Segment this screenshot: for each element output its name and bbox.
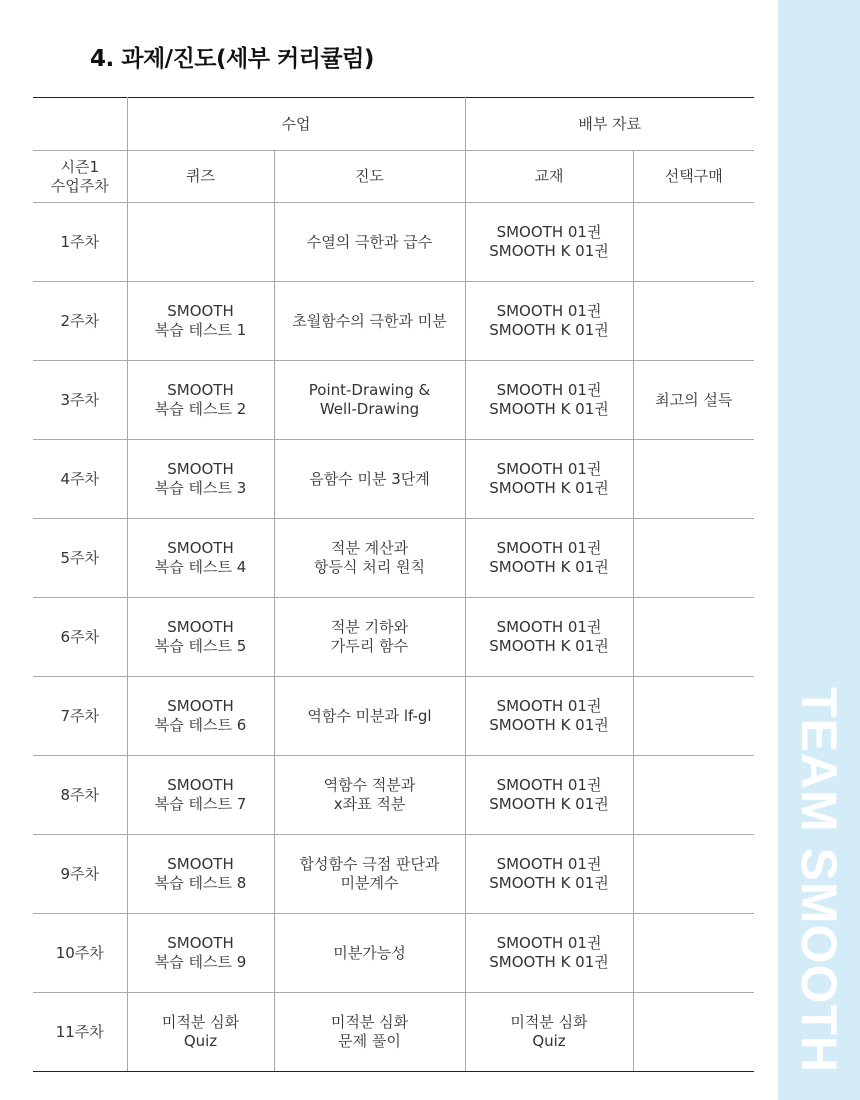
- optional-cell: [633, 282, 754, 361]
- table-row: [33, 440, 754, 519]
- textbook-cell-line: SMOOTH K 01권: [489, 874, 609, 892]
- week-cell: 5주차: [33, 519, 127, 598]
- optional-cell: [633, 835, 754, 914]
- optional-cell: [633, 756, 754, 835]
- quiz-cell-line: SMOOTH: [167, 855, 234, 873]
- season-label: 시즌1: [60, 157, 100, 176]
- progress-cell: [274, 677, 465, 756]
- progress-cell: [274, 993, 465, 1072]
- quiz-cell: [127, 361, 274, 440]
- week-cell: 1주차: [33, 203, 127, 282]
- optional-cell: [633, 203, 754, 282]
- optional-cell: [633, 914, 754, 993]
- optional-cell: 최고의 설득: [633, 361, 754, 440]
- textbook-cell: [465, 361, 633, 440]
- quiz-cell-line: SMOOTH: [167, 697, 234, 715]
- textbook-cell-line: SMOOTH 01권: [496, 855, 602, 873]
- quiz-cell: [127, 914, 274, 993]
- quiz-cell-line: 복습 테스트 5: [154, 637, 247, 655]
- week-cell: 8주차: [33, 756, 127, 835]
- optional-cell: [633, 677, 754, 756]
- group-header-row: [33, 98, 754, 151]
- textbook-cell-line: SMOOTH K 01권: [489, 637, 609, 655]
- progress-cell: [274, 914, 465, 993]
- quiz-cell-line: SMOOTH: [167, 460, 234, 478]
- progress-cell-line: Point-Drawing &: [308, 381, 431, 399]
- textbook-cell: [465, 519, 633, 598]
- textbook-cell-line: SMOOTH K 01권: [489, 953, 609, 971]
- quiz-cell: [127, 835, 274, 914]
- quiz-cell-line: SMOOTH: [167, 302, 234, 320]
- textbook-cell-line: SMOOTH 01권: [496, 539, 602, 557]
- progress-cell-line: 수열의 극한과 급수: [306, 232, 433, 251]
- progress-cell: [274, 440, 465, 519]
- progress-cell: [274, 756, 465, 835]
- curriculum-table: [33, 97, 754, 1072]
- table-row: [33, 203, 754, 282]
- progress-cell-line: 음함수 미분 3단계: [309, 469, 430, 488]
- quiz-cell-line: 복습 테스트 9: [154, 953, 247, 971]
- quiz-cell-line: 복습 테스트 7: [154, 795, 247, 813]
- group-header-materials: 배부 자료: [465, 98, 754, 151]
- textbook-cell: [465, 835, 633, 914]
- quiz-cell-line: SMOOTH: [167, 618, 234, 636]
- page-title: 4. 과제/진도(세부 커리큘럼): [90, 46, 374, 72]
- textbook-cell: [465, 914, 633, 993]
- corner-cell: [33, 98, 127, 151]
- textbook-cell-line: SMOOTH 01권: [496, 697, 602, 715]
- quiz-cell-line: SMOOTH: [167, 539, 234, 557]
- progress-cell: [274, 361, 465, 440]
- progress-cell-line: 적분 기하와: [330, 618, 409, 636]
- progress-cell-line: 미분계수: [340, 874, 399, 892]
- textbook-cell-line: Quiz: [532, 1032, 566, 1050]
- quiz-cell-line: 복습 테스트 1: [154, 321, 247, 339]
- progress-cell-line: 역함수 미분과 lf-gl: [307, 706, 432, 725]
- textbook-cell-line: SMOOTH K 01권: [489, 242, 609, 260]
- textbook-cell-line: SMOOTH 01권: [496, 302, 602, 320]
- textbook-cell: [465, 282, 633, 361]
- table-row: [33, 677, 754, 756]
- textbook-cell-line: SMOOTH K 01권: [489, 400, 609, 418]
- progress-cell-line: 문제 풀이: [338, 1032, 401, 1050]
- progress-cell-line: 합성함수 극점 판단과: [299, 855, 440, 873]
- progress-cell-line: 가두리 함수: [330, 637, 409, 655]
- progress-cell-line: 적분 계산과: [330, 539, 409, 557]
- progress-cell-line: 항등식 처리 원칙: [314, 558, 425, 576]
- quiz-cell: [127, 993, 274, 1072]
- textbook-cell-line: 미적분 심화: [510, 1013, 588, 1031]
- quiz-column-header: 퀴즈: [127, 151, 274, 203]
- textbook-cell-line: SMOOTH 01권: [496, 223, 602, 241]
- textbook-cell: [465, 756, 633, 835]
- textbook-cell-line: SMOOTH 01권: [496, 776, 602, 794]
- week-cell: 7주차: [33, 677, 127, 756]
- table-row: [33, 598, 754, 677]
- textbook-cell-line: SMOOTH K 01권: [489, 479, 609, 497]
- quiz-cell: [127, 282, 274, 361]
- progress-cell: [274, 835, 465, 914]
- week-cell: 4주차: [33, 440, 127, 519]
- progress-cell-line: Well-Drawing: [319, 400, 420, 418]
- quiz-cell-line: 복습 테스트 3: [154, 479, 247, 497]
- optional-cell: [633, 993, 754, 1072]
- optional-column-header: 선택구매: [633, 151, 754, 203]
- table-row: [33, 993, 754, 1072]
- week-cell: 2주차: [33, 282, 127, 361]
- textbook-cell-line: SMOOTH K 01권: [489, 795, 609, 813]
- group-header-class: 수업: [127, 98, 465, 151]
- season-header: [33, 151, 127, 203]
- textbook-cell-line: SMOOTH 01권: [496, 934, 602, 952]
- week-column-label: 수업주차: [50, 176, 109, 195]
- quiz-cell-line: 복습 테스트 4: [154, 558, 247, 576]
- textbook-cell: [465, 440, 633, 519]
- progress-cell-line: 미분가능성: [333, 943, 406, 962]
- week-cell: 11주차: [33, 993, 127, 1072]
- quiz-cell: [127, 756, 274, 835]
- quiz-cell: [127, 440, 274, 519]
- progress-cell: [274, 203, 465, 282]
- week-cell: 9주차: [33, 835, 127, 914]
- progress-cell: [274, 598, 465, 677]
- quiz-cell-line: SMOOTH: [167, 381, 234, 399]
- optional-cell: [633, 598, 754, 677]
- quiz-cell-line: 복습 테스트 6: [154, 716, 247, 734]
- table-row: [33, 835, 754, 914]
- textbook-cell-line: SMOOTH 01권: [496, 618, 602, 636]
- textbook-cell: [465, 598, 633, 677]
- textbook-cell: [465, 203, 633, 282]
- quiz-cell-line: Quiz: [183, 1032, 218, 1050]
- quiz-cell-line: SMOOTH: [167, 776, 234, 794]
- textbook-cell-line: SMOOTH K 01권: [489, 716, 609, 734]
- quiz-cell: [127, 519, 274, 598]
- textbook-cell-line: SMOOTH 01권: [496, 460, 602, 478]
- progress-cell-line: 초월함수의 극한과 미분: [292, 311, 447, 330]
- column-header-row: [33, 151, 754, 203]
- progress-cell-line: 미적분 심화: [330, 1013, 409, 1031]
- optional-cell: [633, 440, 754, 519]
- textbook-cell: [465, 677, 633, 756]
- table-row: [33, 361, 754, 440]
- textbook-cell-line: SMOOTH K 01권: [489, 558, 609, 576]
- quiz-cell: [127, 677, 274, 756]
- quiz-cell: [127, 203, 274, 282]
- optional-cell: [633, 519, 754, 598]
- quiz-cell-line: 미적분 심화: [161, 1013, 240, 1031]
- quiz-cell-line: 복습 테스트 2: [154, 400, 247, 418]
- table-row: [33, 756, 754, 835]
- textbook-column-header: 교재: [465, 151, 633, 203]
- textbook-cell-line: SMOOTH K 01권: [489, 321, 609, 339]
- progress-cell: [274, 519, 465, 598]
- table-row: [33, 914, 754, 993]
- week-cell: 6주차: [33, 598, 127, 677]
- quiz-cell-line: SMOOTH: [167, 934, 234, 952]
- textbook-cell: [465, 993, 633, 1072]
- quiz-cell-line: 복습 테스트 8: [154, 874, 247, 892]
- progress-cell-line: x좌표 적분: [333, 795, 406, 813]
- week-cell: 3주차: [33, 361, 127, 440]
- textbook-cell-line: SMOOTH 01권: [496, 381, 602, 399]
- quiz-cell: [127, 598, 274, 677]
- brand-vertical-text: TEAM SMOOTH: [791, 687, 847, 1073]
- week-cell: 10주차: [33, 914, 127, 993]
- table-row: [33, 519, 754, 598]
- table-row: [33, 282, 754, 361]
- progress-cell-line: 역함수 적분과: [323, 776, 416, 794]
- progress-column-header: 진도: [274, 151, 465, 203]
- progress-cell: [274, 282, 465, 361]
